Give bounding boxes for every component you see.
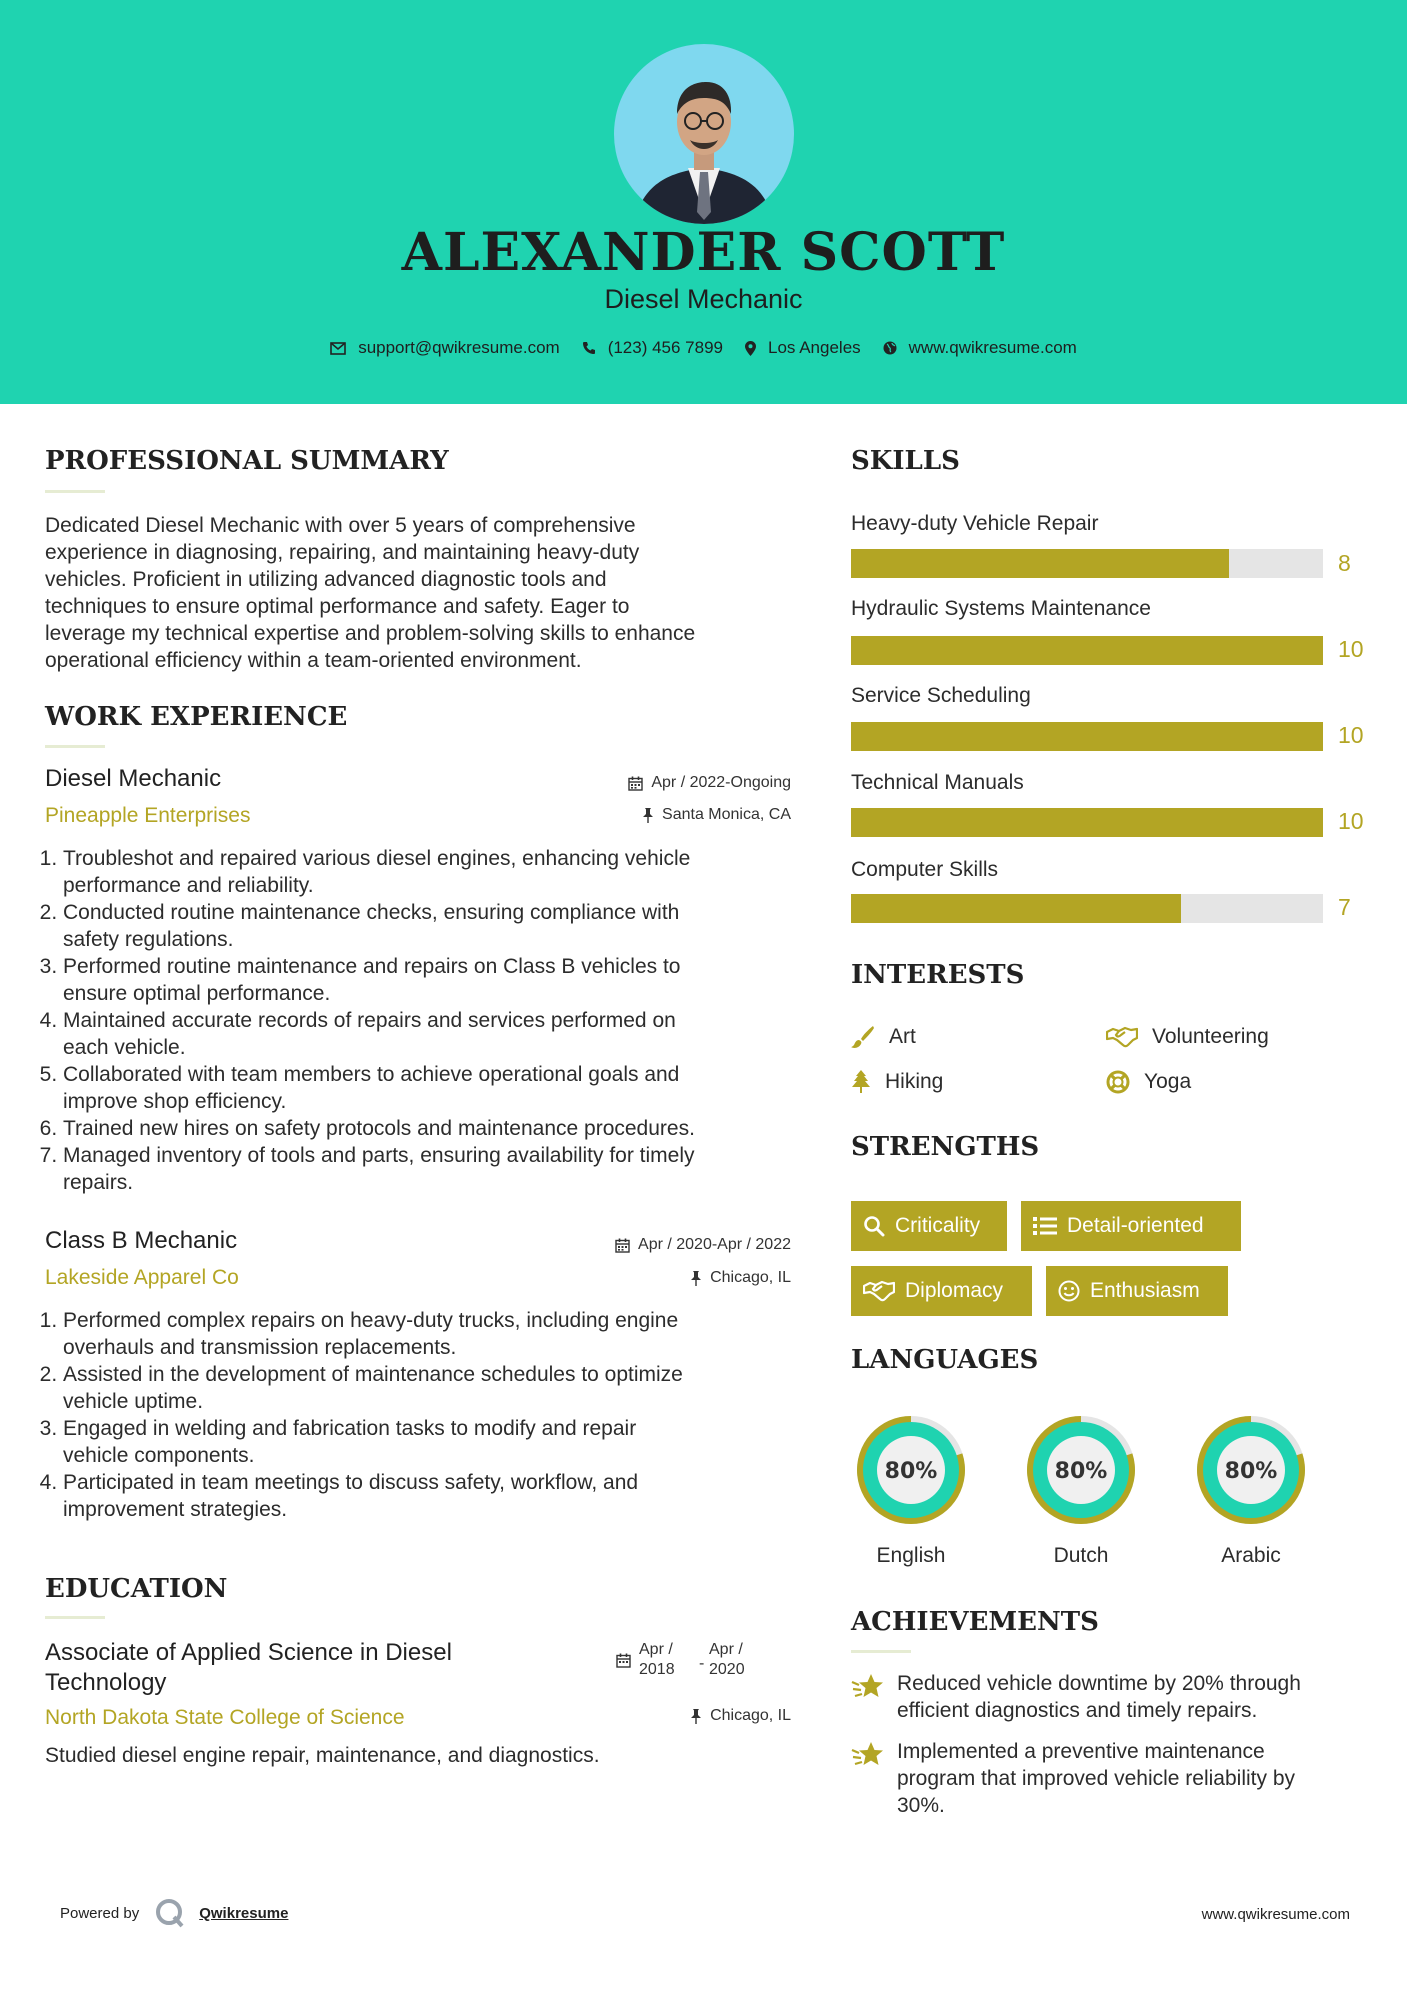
skill-label: Hydraulic Systems Maintenance bbox=[851, 597, 1151, 620]
phone-icon bbox=[582, 341, 596, 355]
skill-label: Heavy-duty Vehicle Repair bbox=[851, 512, 1099, 535]
pushpin-icon bbox=[690, 1271, 702, 1286]
education-date-start: Apr / 2018 bbox=[639, 1641, 675, 1678]
interest-label: Art bbox=[889, 1025, 916, 1048]
handshake-icon bbox=[1106, 1026, 1138, 1048]
achievement-item bbox=[851, 1738, 1371, 1819]
job-position: Diesel Mechanic bbox=[45, 765, 222, 792]
skill-label: Technical Manuals bbox=[851, 771, 1024, 794]
summary-line: techniques to ensure optimal performance and safety. Eager to bbox=[45, 595, 630, 618]
language-ring bbox=[1019, 1408, 1143, 1537]
interest-label: Volunteering bbox=[1152, 1025, 1269, 1048]
candidate-name: ALEXANDER SCOTT bbox=[401, 222, 1006, 283]
education-description: Studied diesel engine repair, maintenance, and diagnostics. bbox=[45, 1744, 600, 1767]
achievement-text: Implemented a preventive maintenance program that improved vehicle reliability by 30%. bbox=[897, 1740, 1296, 1817]
profile-photo bbox=[614, 44, 794, 224]
skill-bar-fill bbox=[851, 808, 1323, 837]
contact-website-text: www.qwikresume.com bbox=[908, 338, 1077, 357]
job-location bbox=[690, 1269, 791, 1287]
calendar-icon bbox=[615, 1238, 630, 1253]
list-item: 3. Engaged in welding and fabrication tasks to modify and repair vehicle components. bbox=[63, 1415, 823, 1469]
skill-bar bbox=[851, 808, 1323, 837]
language-donut bbox=[1019, 1408, 1143, 1532]
resume-header bbox=[0, 0, 1407, 404]
contact-phone[interactable] bbox=[582, 338, 723, 358]
qwikresume-logo-icon bbox=[155, 1898, 185, 1928]
interest-label: Yoga bbox=[1144, 1070, 1192, 1093]
contact-email-text: support@qwikresume.com bbox=[358, 338, 560, 357]
language-donut bbox=[849, 1408, 973, 1532]
paintbrush-icon bbox=[851, 1025, 875, 1049]
strengths-title: STRENGTHS bbox=[851, 1132, 1040, 1162]
summary-line: Dedicated Diesel Mechanic with over 5 years of comprehensive bbox=[45, 514, 636, 537]
list-icon bbox=[1033, 1216, 1057, 1236]
footer-url[interactable]: www.qwikresume.com bbox=[1201, 1906, 1350, 1923]
job-date bbox=[628, 774, 791, 792]
achievement-text: Reduced vehicle downtime by 20% through efficient diagnostics and timely repairs. bbox=[897, 1672, 1301, 1722]
interest-label: Hiking bbox=[885, 1070, 944, 1093]
list-item: 2. Conducted routine maintenance checks, ensuring compliance with safety regulations. bbox=[63, 899, 823, 953]
interest-item bbox=[1106, 1025, 1269, 1049]
powered-by-text: Powered by bbox=[60, 1904, 140, 1922]
list-item: 1. Troubleshot and repaired various diesel engines, enhancing vehicle performance and reliability. bbox=[63, 845, 823, 899]
list-item: 4. Participated in team meetings to discuss safety, workflow, and improvement strategies. bbox=[63, 1469, 823, 1523]
summary-line: vehicles. Proficient in utilizing advanced diagnostic tools and bbox=[45, 568, 607, 591]
contact-location bbox=[745, 338, 861, 358]
summary-title: PROFESSIONAL SUMMARY bbox=[45, 446, 449, 476]
skill-bar bbox=[851, 636, 1323, 665]
summary-text bbox=[45, 512, 805, 674]
achievement-item bbox=[851, 1670, 1371, 1724]
skill-bar bbox=[851, 894, 1323, 923]
summary-rule bbox=[45, 490, 105, 493]
language-ring bbox=[1189, 1408, 1313, 1537]
job-position: Class B Mechanic bbox=[45, 1227, 238, 1254]
skill-bar bbox=[851, 722, 1323, 751]
list-item: 4. Maintained accurate records of repairs and services performed on each vehicle. bbox=[63, 1007, 823, 1061]
strength-label: Diplomacy bbox=[905, 1279, 1004, 1302]
education-location bbox=[690, 1707, 791, 1725]
language-percent: 80% bbox=[1054, 1459, 1108, 1484]
skills-title: SKILLS bbox=[851, 446, 960, 476]
skill-value: 8 bbox=[1338, 550, 1351, 576]
footer-powered-by bbox=[60, 1898, 288, 1928]
skill-label: Service Scheduling bbox=[851, 684, 1031, 707]
job-company: Pineapple Enterprises bbox=[45, 804, 251, 827]
education-location-text: Chicago, IL bbox=[710, 1707, 791, 1724]
list-item: 3. Performed routine maintenance and repairs on Class B vehicles to ensure optimal performance. bbox=[63, 953, 823, 1007]
interest-item bbox=[851, 1070, 943, 1094]
language-name: Arabic bbox=[1221, 1544, 1281, 1567]
skill-label: Computer Skills bbox=[851, 858, 999, 881]
skill-value: 10 bbox=[1338, 636, 1364, 662]
envelope-icon bbox=[330, 342, 346, 355]
smile-icon bbox=[1058, 1280, 1080, 1302]
summary-line: leverage my technical expertise and problem-solving skills to enhance bbox=[45, 622, 696, 645]
skill-bar-fill bbox=[851, 636, 1323, 665]
list-item: 5. Collaborated with team members to achieve operational goals and improve shop efficiency. bbox=[63, 1061, 823, 1115]
life-ring-icon bbox=[1106, 1070, 1130, 1094]
pushpin-icon bbox=[642, 808, 654, 823]
candidate-role: Diesel Mechanic bbox=[604, 284, 803, 314]
handshake-icon bbox=[863, 1280, 895, 1302]
list-item: 1. Performed complex repairs on heavy-duty trucks, including engine overhauls and transmission replacements. bbox=[63, 1307, 823, 1361]
interest-item bbox=[1106, 1070, 1191, 1094]
star-icon bbox=[851, 1670, 897, 1724]
language-percent: 80% bbox=[884, 1459, 938, 1484]
education-date bbox=[616, 1640, 759, 1680]
languages-title: LANGUAGES bbox=[851, 1345, 1039, 1375]
strength-tag bbox=[851, 1201, 1007, 1251]
contact-email[interactable] bbox=[330, 338, 560, 358]
contact-location-text: Los Angeles bbox=[768, 338, 861, 357]
language-percent: 80% bbox=[1224, 1459, 1278, 1484]
strength-tag bbox=[1021, 1201, 1241, 1251]
job-location-text: Santa Monica, CA bbox=[662, 806, 791, 823]
pushpin-icon bbox=[690, 1709, 702, 1724]
education-school: North Dakota State College of Science bbox=[45, 1706, 405, 1729]
contact-bar bbox=[0, 338, 1407, 358]
skill-bar-fill bbox=[851, 894, 1181, 923]
contact-phone-text: (123) 456 7899 bbox=[607, 338, 724, 357]
strength-label: Criticality bbox=[895, 1214, 981, 1237]
education-rule bbox=[45, 1616, 105, 1619]
interests-title: INTERESTS bbox=[851, 960, 1025, 990]
education-date-end: Apr / 2020 bbox=[709, 1641, 745, 1678]
job-date bbox=[615, 1236, 791, 1254]
strength-label: Detail-oriented bbox=[1067, 1214, 1204, 1237]
job-bullets bbox=[45, 1307, 823, 1523]
achievements-rule bbox=[851, 1650, 911, 1653]
person-avatar-icon bbox=[614, 44, 794, 224]
job-date-text: Apr / 2022-Ongoing bbox=[651, 774, 791, 791]
education-degree bbox=[45, 1638, 605, 1698]
tree-icon bbox=[851, 1070, 871, 1094]
strength-tag bbox=[1046, 1266, 1228, 1316]
list-item: 7. Managed inventory of tools and parts, ensuring availability for timely repairs. bbox=[63, 1142, 823, 1196]
skill-value: 10 bbox=[1338, 808, 1364, 834]
list-item: 6. Trained new hires on safety protocols and maintenance procedures. bbox=[63, 1115, 823, 1142]
summary-line: operational efficiency within a team-oriented environment. bbox=[45, 649, 582, 672]
list-item: 2. Assisted in the development of maintenance schedules to optimize vehicle uptime. bbox=[63, 1361, 823, 1415]
star-icon bbox=[851, 1738, 897, 1819]
experience-rule bbox=[45, 745, 105, 748]
language-donut bbox=[1189, 1408, 1313, 1532]
calendar-icon bbox=[616, 1653, 631, 1668]
summary-line: experience in diagnosing, repairing, and maintaining heavy-duty bbox=[45, 541, 640, 564]
skill-value: 7 bbox=[1338, 894, 1351, 920]
skill-value: 10 bbox=[1338, 722, 1364, 748]
job-company: Lakeside Apparel Co bbox=[45, 1266, 239, 1289]
qwikresume-link[interactable]: Qwikresume bbox=[199, 1904, 289, 1922]
calendar-icon bbox=[628, 776, 643, 791]
map-marker-icon bbox=[745, 341, 756, 356]
degree-line: Technology bbox=[45, 1669, 167, 1696]
language-name: English bbox=[876, 1544, 946, 1567]
degree-line: Associate of Applied Science in Diesel bbox=[45, 1639, 452, 1666]
job-location-text: Chicago, IL bbox=[710, 1269, 791, 1286]
strength-tag bbox=[851, 1266, 1032, 1316]
experience-title: WORK EXPERIENCE bbox=[45, 702, 348, 732]
skill-bar-fill bbox=[851, 549, 1229, 578]
education-title: EDUCATION bbox=[45, 1574, 228, 1604]
language-ring bbox=[849, 1408, 973, 1537]
contact-website[interactable] bbox=[883, 338, 1077, 358]
job-bullets bbox=[45, 845, 823, 1196]
strength-label: Enthusiasm bbox=[1090, 1279, 1200, 1302]
skill-bar-fill bbox=[851, 722, 1323, 751]
globe-icon bbox=[883, 341, 897, 355]
job-date-text: Apr / 2020-Apr / 2022 bbox=[638, 1236, 791, 1253]
search-icon bbox=[863, 1215, 885, 1237]
interest-item bbox=[851, 1025, 916, 1049]
achievements-title: ACHIEVEMENTS bbox=[851, 1607, 1099, 1637]
education-date-dash: - bbox=[699, 1655, 705, 1672]
job-location bbox=[642, 806, 791, 824]
skill-bar bbox=[851, 549, 1323, 578]
language-name: Dutch bbox=[1053, 1544, 1109, 1567]
